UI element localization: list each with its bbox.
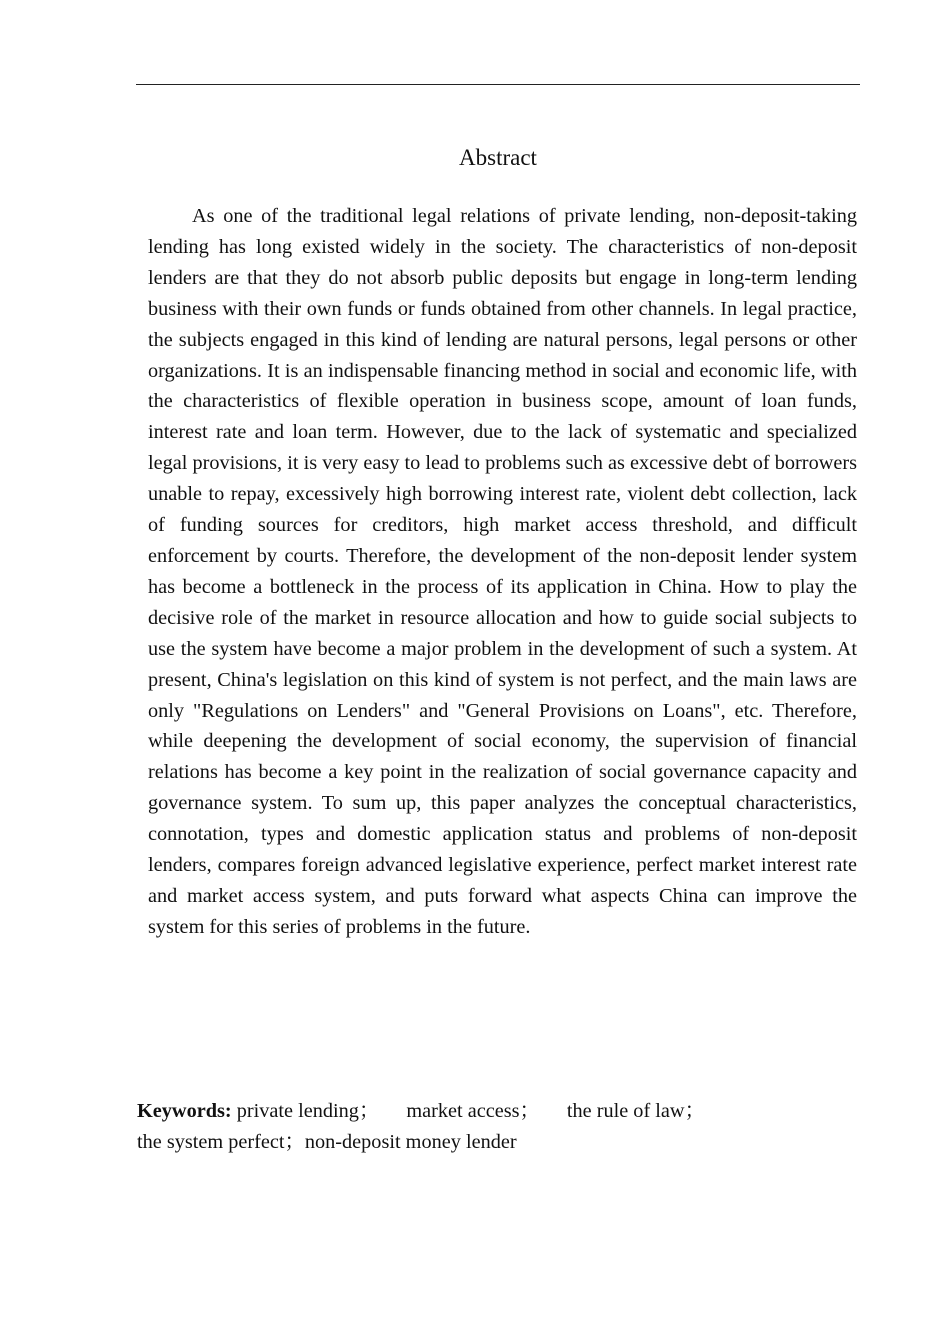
keyword-separator: ； (358, 1100, 380, 1122)
keyword-separator: ； (519, 1100, 540, 1122)
keyword-item: non-deposit money lender (304, 1131, 517, 1153)
keywords-section (137, 1096, 857, 1158)
page-title: Abstract (459, 145, 537, 170)
keywords-label: Keywords: (137, 1100, 232, 1122)
keyword-item: private lending (236, 1100, 359, 1122)
keyword-separator: ； (684, 1100, 705, 1122)
keyword-item: the system perfect (137, 1131, 285, 1153)
keyword-separator: ； (284, 1131, 305, 1153)
keyword-item: the rule of law (566, 1100, 685, 1122)
keyword-item: market access (406, 1100, 520, 1122)
header-rule (136, 84, 860, 85)
abstract-paragraph: As one of the traditional legal relations of private lending, non-deposit-taking lending has long existed widely in the society. The characteristics of non-deposit lenders are that they do not absorb public deposits but engage in long-term lending business with their own funds or funds obtained from other channels. In legal practice, the subjects engaged in this kind of lending are natural persons, legal persons or other organizations. It is an indispensable financing method in social and economic life, with the characteristics of flexible operation in business scope, amount of loan funds, interest rate and loan term. However, due to the lack of systematic and specialized legal provisions, it is very easy to lead to problems such as excessive debt of borrowers unable to repay, excessively high borrowing interest rate, violent debt collection, lack of funding sources for creditors, high market access threshold, and difficult enforcement by courts. Therefore, the development of the non-deposit lender system has become a bottleneck in the process of its application in China. How to play the decisive role of the market in resource allocation and how to guide social subjects to use the system have become a major problem in the development of such a system. At present, China's legislation on this kind of system is not perfect, and the main laws are only "Regulations on Lenders" and "General Provisions on Loans", etc. Therefore, while deepening the development of social economy, the supervision of financial relations has become a key point in the realization of social governance capacity and governance system. To sum up, this paper analyzes the conceptual characteristics, connotation, types and domestic application status and problems of non-deposit lenders, compares foreign advanced legislative experience, perfect market interest rate and market access system, and puts forward what aspects China can improve the system for this series of problems in the future. (148, 205, 857, 938)
